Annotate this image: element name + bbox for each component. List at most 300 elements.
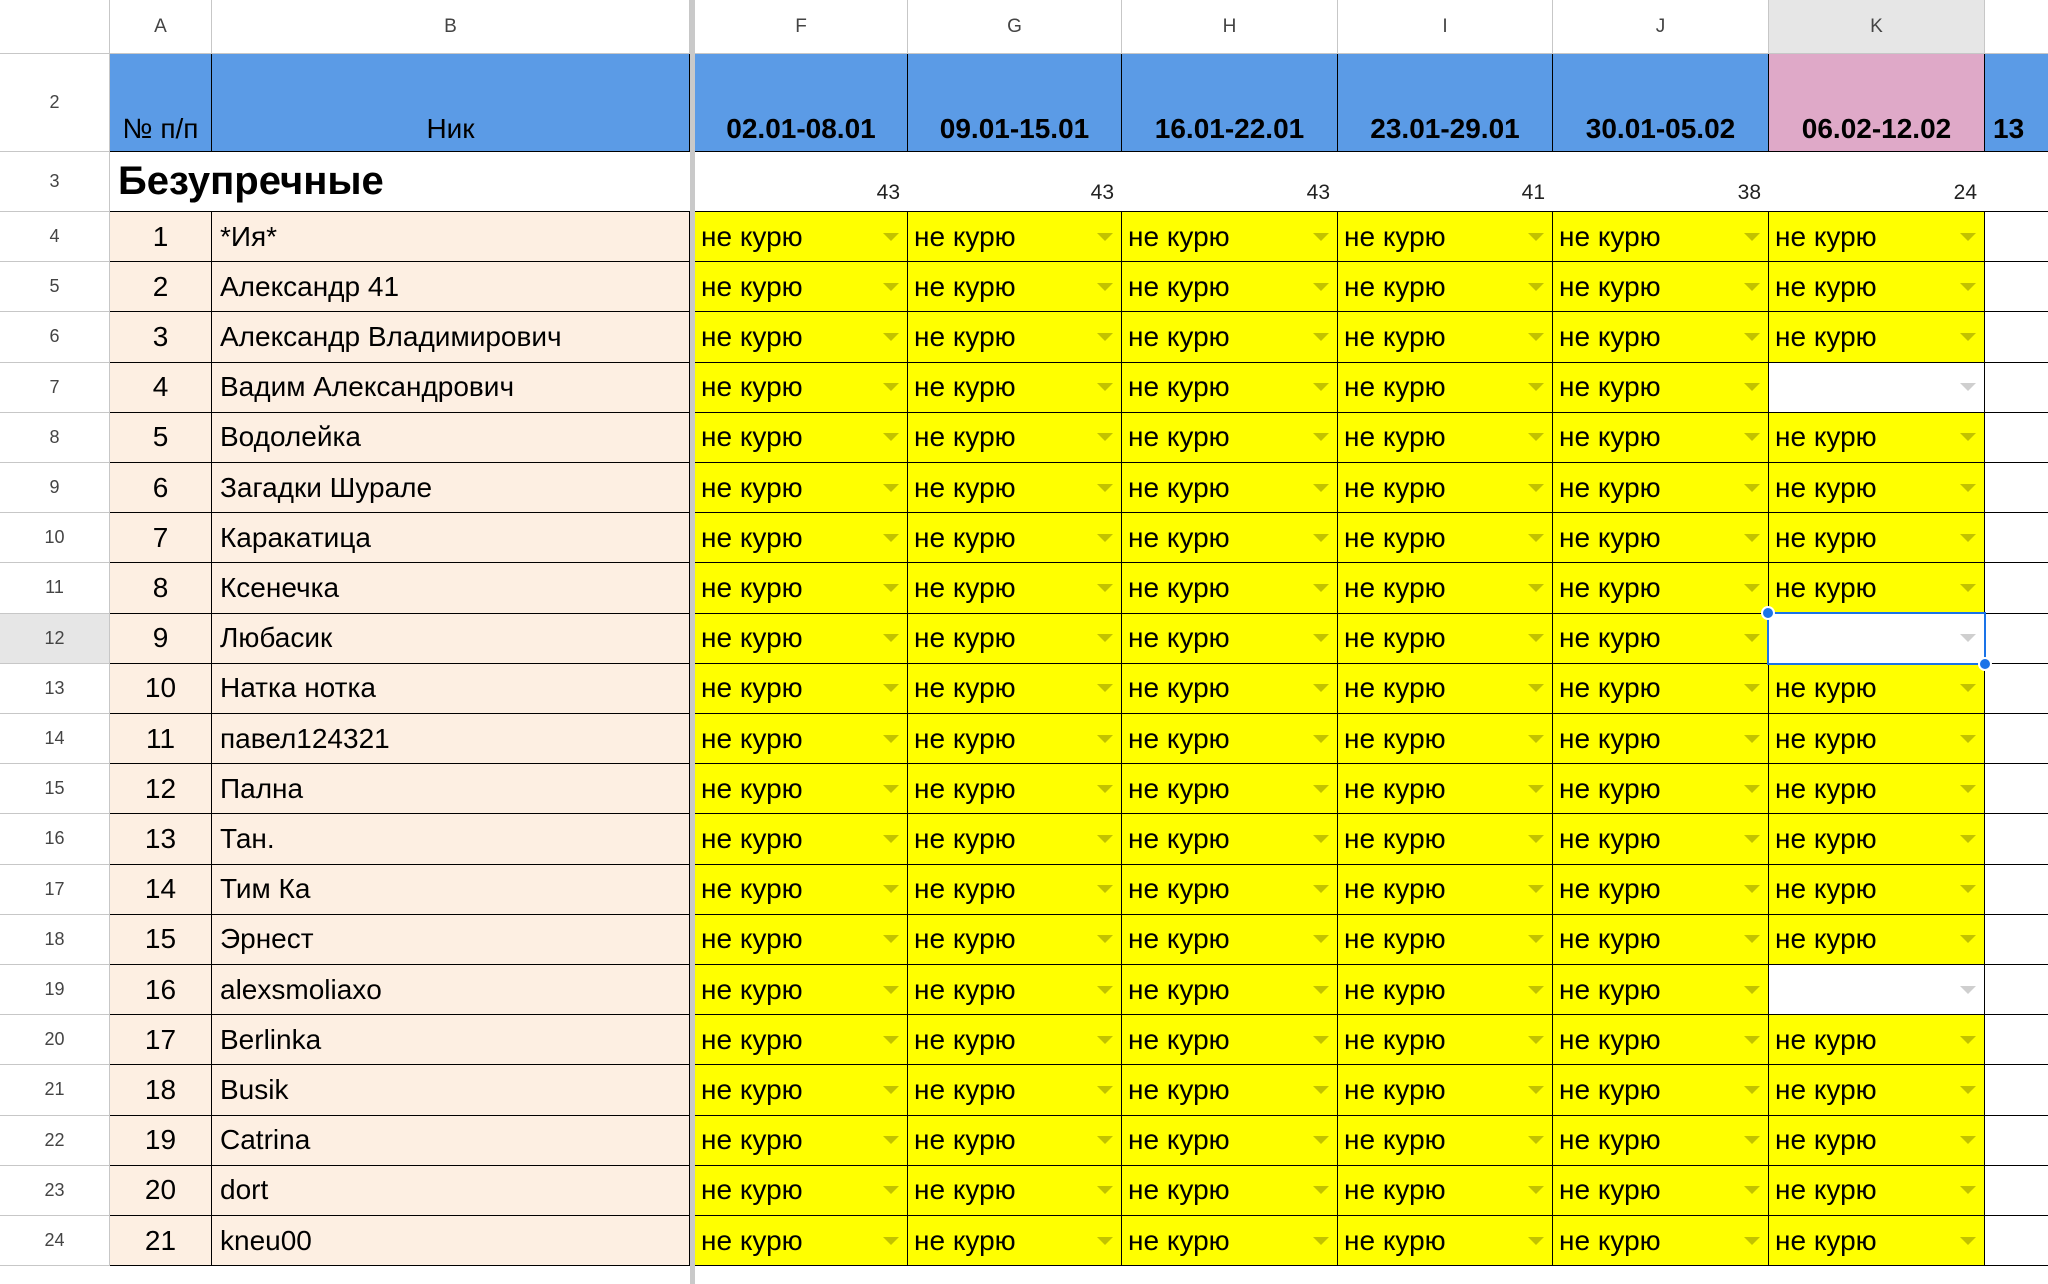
chevron-down-icon[interactable] (883, 534, 899, 542)
header-week-cell[interactable] (1769, 54, 1985, 152)
chevron-down-icon[interactable] (1097, 233, 1113, 241)
status-dropdown-cell[interactable] (1338, 764, 1553, 814)
column-header-i[interactable]: I (1338, 0, 1553, 54)
status-dropdown-cell[interactable] (1553, 262, 1769, 312)
chevron-down-icon[interactable] (1313, 1036, 1329, 1044)
nick-cell[interactable]: Busik (212, 1065, 690, 1115)
column-header-b[interactable]: B (212, 0, 690, 54)
row-header-9[interactable]: 9 (0, 463, 110, 513)
next-col-cell[interactable] (1985, 262, 2048, 312)
status-dropdown-cell[interactable] (908, 915, 1122, 965)
row-number[interactable]: 21 (110, 1216, 212, 1266)
section-title[interactable]: Безупречные (110, 152, 690, 212)
chevron-down-icon[interactable] (1097, 835, 1113, 843)
chevron-down-icon[interactable] (883, 684, 899, 692)
row-header-3[interactable]: 3 (0, 152, 110, 212)
nick-cell[interactable]: павел124321 (212, 714, 690, 764)
chevron-down-icon[interactable] (1528, 935, 1544, 943)
chevron-down-icon[interactable] (1313, 885, 1329, 893)
chevron-down-icon[interactable] (1528, 1086, 1544, 1094)
status-dropdown-cell[interactable] (1122, 463, 1338, 513)
week-total[interactable]: 43 (695, 152, 908, 212)
row-number[interactable]: 16 (110, 965, 212, 1015)
row-number[interactable]: 2 (110, 262, 212, 312)
next-col-cell[interactable] (1985, 814, 2048, 864)
column-header-h[interactable]: H (1122, 0, 1338, 54)
nick-cell[interactable]: Любасик (212, 614, 690, 664)
chevron-down-icon[interactable] (1528, 986, 1544, 994)
row-number[interactable]: 10 (110, 664, 212, 714)
select-all-corner[interactable] (0, 0, 110, 54)
chevron-down-icon[interactable] (1313, 1237, 1329, 1245)
chevron-down-icon[interactable] (1528, 735, 1544, 743)
chevron-down-icon[interactable] (1097, 1186, 1113, 1194)
status-dropdown-cell[interactable] (908, 1216, 1122, 1266)
nick-cell[interactable]: Александр 41 (212, 262, 690, 312)
status-dropdown-cell[interactable] (1338, 865, 1553, 915)
status-dropdown-cell[interactable] (695, 1166, 908, 1216)
chevron-down-icon[interactable] (883, 634, 899, 642)
chevron-down-icon[interactable] (1313, 383, 1329, 391)
next-col-cell[interactable] (1985, 1216, 2048, 1266)
chevron-down-icon[interactable] (1960, 1036, 1976, 1044)
chevron-down-icon[interactable] (883, 935, 899, 943)
chevron-down-icon[interactable] (1097, 484, 1113, 492)
status-dropdown-cell[interactable] (1769, 1065, 1985, 1115)
next-col-cell[interactable] (1985, 563, 2048, 613)
row-number[interactable]: 6 (110, 463, 212, 513)
row-header-19[interactable]: 19 (0, 965, 110, 1015)
status-dropdown-cell[interactable] (1338, 1216, 1553, 1266)
status-dropdown-cell[interactable] (1769, 513, 1985, 563)
chevron-down-icon[interactable] (1528, 634, 1544, 642)
status-dropdown-cell[interactable] (1769, 814, 1985, 864)
status-dropdown-cell[interactable] (908, 614, 1122, 664)
chevron-down-icon[interactable] (1097, 383, 1113, 391)
status-dropdown-cell[interactable] (1122, 614, 1338, 664)
status-dropdown-cell[interactable] (695, 513, 908, 563)
chevron-down-icon[interactable] (1528, 1186, 1544, 1194)
status-dropdown-cell[interactable] (908, 312, 1122, 362)
chevron-down-icon[interactable] (1960, 1136, 1976, 1144)
row-header-5[interactable]: 5 (0, 262, 110, 312)
chevron-down-icon[interactable] (1744, 1036, 1760, 1044)
chevron-down-icon[interactable] (883, 283, 899, 291)
status-dropdown-cell[interactable] (1553, 764, 1769, 814)
status-dropdown-cell[interactable] (695, 1216, 908, 1266)
status-dropdown-cell[interactable] (908, 664, 1122, 714)
next-col-cell[interactable] (1985, 865, 2048, 915)
status-dropdown-cell[interactable] (1769, 714, 1985, 764)
status-dropdown-cell[interactable] (1769, 865, 1985, 915)
status-dropdown-cell[interactable] (1553, 965, 1769, 1015)
status-dropdown-cell[interactable] (1553, 463, 1769, 513)
chevron-down-icon[interactable] (1960, 233, 1976, 241)
chevron-down-icon[interactable] (1744, 433, 1760, 441)
column-header-j[interactable]: J (1553, 0, 1769, 54)
status-dropdown-cell[interactable] (908, 714, 1122, 764)
chevron-down-icon[interactable] (1097, 1237, 1113, 1245)
chevron-down-icon[interactable] (1528, 433, 1544, 441)
status-dropdown-cell[interactable] (695, 865, 908, 915)
status-dropdown-cell[interactable] (1122, 664, 1338, 714)
chevron-down-icon[interactable] (883, 1036, 899, 1044)
chevron-down-icon[interactable] (1097, 735, 1113, 743)
chevron-down-icon[interactable] (1960, 986, 1976, 994)
chevron-down-icon[interactable] (1960, 835, 1976, 843)
chevron-down-icon[interactable] (1744, 584, 1760, 592)
status-dropdown-cell[interactable] (1769, 915, 1985, 965)
nick-cell[interactable]: kneu00 (212, 1216, 690, 1266)
status-dropdown-cell[interactable] (1338, 614, 1553, 664)
chevron-down-icon[interactable] (1313, 333, 1329, 341)
status-dropdown-cell[interactable] (1122, 865, 1338, 915)
status-dropdown-cell[interactable] (908, 1116, 1122, 1166)
chevron-down-icon[interactable] (1097, 584, 1113, 592)
row-header-13[interactable]: 13 (0, 664, 110, 714)
chevron-down-icon[interactable] (1528, 584, 1544, 592)
status-dropdown-cell[interactable] (1122, 513, 1338, 563)
row-number[interactable]: 17 (110, 1015, 212, 1065)
next-col-cell[interactable] (1985, 1015, 2048, 1065)
chevron-down-icon[interactable] (1313, 785, 1329, 793)
status-dropdown-cell[interactable] (908, 764, 1122, 814)
chevron-down-icon[interactable] (1313, 986, 1329, 994)
chevron-down-icon[interactable] (1313, 634, 1329, 642)
row-number[interactable]: 7 (110, 513, 212, 563)
chevron-down-icon[interactable] (1097, 634, 1113, 642)
status-dropdown-cell[interactable] (1338, 664, 1553, 714)
status-dropdown-cell[interactable] (1338, 1116, 1553, 1166)
chevron-down-icon[interactable] (1313, 584, 1329, 592)
chevron-down-icon[interactable] (1528, 885, 1544, 893)
next-col-cell[interactable] (1985, 764, 2048, 814)
row-header-22[interactable]: 22 (0, 1116, 110, 1166)
column-header-k[interactable]: K (1769, 0, 1985, 54)
next-col-cell[interactable] (1985, 1116, 2048, 1166)
status-dropdown-cell[interactable] (1338, 463, 1553, 513)
status-dropdown-cell[interactable] (1553, 614, 1769, 664)
row-number[interactable]: 12 (110, 764, 212, 814)
status-dropdown-cell[interactable] (1769, 463, 1985, 513)
chevron-down-icon[interactable] (883, 785, 899, 793)
status-dropdown-cell[interactable] (1338, 363, 1553, 413)
status-dropdown-cell[interactable] (1122, 1166, 1338, 1216)
next-col-cell[interactable] (1985, 614, 2048, 664)
chevron-down-icon[interactable] (1960, 885, 1976, 893)
next-col-cell[interactable] (1985, 714, 2048, 764)
nick-cell[interactable]: Александр Владимирович (212, 312, 690, 362)
status-dropdown-cell[interactable] (695, 1015, 908, 1065)
next-col-cell[interactable] (1985, 513, 2048, 563)
row-number[interactable]: 4 (110, 363, 212, 413)
chevron-down-icon[interactable] (1960, 935, 1976, 943)
status-dropdown-cell[interactable] (1553, 312, 1769, 362)
nick-cell[interactable]: Пална (212, 764, 690, 814)
chevron-down-icon[interactable] (1960, 433, 1976, 441)
next-col-cell[interactable] (1985, 463, 2048, 513)
next-col-cell[interactable] (1985, 1065, 2048, 1115)
status-dropdown-cell[interactable] (1769, 1216, 1985, 1266)
status-dropdown-cell[interactable] (908, 262, 1122, 312)
chevron-down-icon[interactable] (1313, 484, 1329, 492)
status-dropdown-cell[interactable] (1769, 664, 1985, 714)
chevron-down-icon[interactable] (1960, 484, 1976, 492)
status-dropdown-cell[interactable] (695, 714, 908, 764)
selection-handle-top-left[interactable] (1761, 606, 1775, 620)
row-header-4[interactable]: 4 (0, 212, 110, 262)
chevron-down-icon[interactable] (1960, 1186, 1976, 1194)
chevron-down-icon[interactable] (1744, 1237, 1760, 1245)
status-dropdown-cell[interactable] (695, 363, 908, 413)
row-header-2[interactable]: 2 (0, 54, 110, 152)
status-dropdown-cell[interactable] (1553, 363, 1769, 413)
chevron-down-icon[interactable] (883, 1086, 899, 1094)
row-number[interactable]: 13 (110, 814, 212, 864)
status-dropdown-cell[interactable] (695, 563, 908, 613)
status-dropdown-cell[interactable] (908, 865, 1122, 915)
nick-cell[interactable]: Водолейка (212, 413, 690, 463)
chevron-down-icon[interactable] (1744, 935, 1760, 943)
status-dropdown-cell[interactable] (1553, 1065, 1769, 1115)
status-dropdown-cell[interactable] (1769, 563, 1985, 613)
chevron-down-icon[interactable] (1528, 785, 1544, 793)
status-dropdown-cell[interactable] (1769, 312, 1985, 362)
chevron-down-icon[interactable] (1528, 383, 1544, 391)
chevron-down-icon[interactable] (883, 1136, 899, 1144)
status-dropdown-cell[interactable] (1338, 1065, 1553, 1115)
column-header-g[interactable]: G (908, 0, 1122, 54)
chevron-down-icon[interactable] (1744, 1186, 1760, 1194)
row-header-20[interactable]: 20 (0, 1015, 110, 1065)
status-dropdown-cell[interactable] (1122, 714, 1338, 764)
status-dropdown-cell[interactable] (695, 212, 908, 262)
chevron-down-icon[interactable] (1744, 835, 1760, 843)
row-header-6[interactable]: 6 (0, 312, 110, 362)
nick-cell[interactable]: Catrina (212, 1116, 690, 1166)
chevron-down-icon[interactable] (1528, 1036, 1544, 1044)
chevron-down-icon[interactable] (1313, 433, 1329, 441)
row-number[interactable]: 18 (110, 1065, 212, 1115)
status-dropdown-cell[interactable] (1553, 664, 1769, 714)
chevron-down-icon[interactable] (1097, 283, 1113, 291)
row-number[interactable]: 9 (110, 614, 212, 664)
column-header-a[interactable]: A (110, 0, 212, 54)
status-dropdown-cell[interactable] (1338, 312, 1553, 362)
chevron-down-icon[interactable] (1528, 233, 1544, 241)
chevron-down-icon[interactable] (1528, 684, 1544, 692)
status-dropdown-cell[interactable] (1338, 814, 1553, 864)
chevron-down-icon[interactable] (1960, 735, 1976, 743)
status-dropdown-cell[interactable] (1769, 1015, 1985, 1065)
chevron-down-icon[interactable] (1313, 534, 1329, 542)
row-header-16[interactable]: 16 (0, 814, 110, 864)
chevron-down-icon[interactable] (1528, 283, 1544, 291)
status-dropdown-cell[interactable] (1122, 965, 1338, 1015)
row-header-23[interactable]: 23 (0, 1166, 110, 1216)
week-total[interactable]: 24 (1769, 152, 1985, 212)
status-dropdown-cell[interactable] (695, 965, 908, 1015)
chevron-down-icon[interactable] (1528, 534, 1544, 542)
chevron-down-icon[interactable] (1528, 484, 1544, 492)
status-dropdown-cell[interactable] (1122, 363, 1338, 413)
chevron-down-icon[interactable] (1960, 534, 1976, 542)
status-dropdown-cell[interactable] (1338, 513, 1553, 563)
status-dropdown-cell[interactable] (908, 563, 1122, 613)
chevron-down-icon[interactable] (1744, 484, 1760, 492)
status-dropdown-cell[interactable] (695, 262, 908, 312)
status-dropdown-cell[interactable] (1338, 965, 1553, 1015)
chevron-down-icon[interactable] (1744, 684, 1760, 692)
chevron-down-icon[interactable] (1960, 383, 1976, 391)
status-dropdown-cell[interactable] (908, 1166, 1122, 1216)
chevron-down-icon[interactable] (1744, 534, 1760, 542)
status-dropdown-cell[interactable] (908, 814, 1122, 864)
next-col-cell[interactable] (1985, 413, 2048, 463)
chevron-down-icon[interactable] (1960, 283, 1976, 291)
chevron-down-icon[interactable] (1744, 1136, 1760, 1144)
status-dropdown-cell[interactable] (1553, 1116, 1769, 1166)
status-dropdown-cell[interactable] (1338, 563, 1553, 613)
status-dropdown-cell[interactable] (908, 413, 1122, 463)
chevron-down-icon[interactable] (1528, 1136, 1544, 1144)
chevron-down-icon[interactable] (1528, 1237, 1544, 1245)
nick-cell[interactable]: Berlinka (212, 1015, 690, 1065)
chevron-down-icon[interactable] (883, 735, 899, 743)
chevron-down-icon[interactable] (883, 383, 899, 391)
status-dropdown-cell[interactable] (1338, 915, 1553, 965)
chevron-down-icon[interactable] (1097, 986, 1113, 994)
week-total[interactable]: 41 (1338, 152, 1553, 212)
status-dropdown-cell[interactable] (1122, 563, 1338, 613)
status-dropdown-cell[interactable] (1122, 764, 1338, 814)
chevron-down-icon[interactable] (1313, 1086, 1329, 1094)
chevron-down-icon[interactable] (1097, 1086, 1113, 1094)
chevron-down-icon[interactable] (1097, 1036, 1113, 1044)
next-col-cell[interactable] (1985, 915, 2048, 965)
chevron-down-icon[interactable] (1097, 433, 1113, 441)
row-header-10[interactable]: 10 (0, 513, 110, 563)
nick-cell[interactable]: Вадим Александрович (212, 363, 690, 413)
header-week-cell[interactable] (695, 54, 908, 152)
status-dropdown-cell[interactable] (1122, 1116, 1338, 1166)
row-header-21[interactable]: 21 (0, 1065, 110, 1115)
status-dropdown-cell[interactable] (1122, 212, 1338, 262)
nick-cell[interactable]: Каракатица (212, 513, 690, 563)
chevron-down-icon[interactable] (883, 1186, 899, 1194)
status-dropdown-cell[interactable] (695, 664, 908, 714)
row-number[interactable]: 15 (110, 915, 212, 965)
status-dropdown-cell[interactable] (1338, 413, 1553, 463)
next-col-cell[interactable] (1985, 312, 2048, 362)
status-dropdown-cell[interactable] (908, 212, 1122, 262)
chevron-down-icon[interactable] (1097, 1136, 1113, 1144)
next-col-cell[interactable] (1985, 664, 2048, 714)
status-dropdown-cell[interactable] (1122, 413, 1338, 463)
nick-cell[interactable]: Эрнест (212, 915, 690, 965)
chevron-down-icon[interactable] (883, 484, 899, 492)
header-week-cell[interactable] (1553, 54, 1769, 152)
chevron-down-icon[interactable] (1744, 986, 1760, 994)
status-dropdown-cell[interactable] (1122, 312, 1338, 362)
week-total[interactable]: 38 (1553, 152, 1769, 212)
column-header-next[interactable] (1985, 0, 2048, 54)
chevron-down-icon[interactable] (883, 433, 899, 441)
status-dropdown-cell[interactable] (1338, 714, 1553, 764)
status-dropdown-cell[interactable] (695, 614, 908, 664)
selection-handle-bottom-right[interactable] (1978, 657, 1992, 671)
chevron-down-icon[interactable] (883, 835, 899, 843)
status-dropdown-cell[interactable] (695, 1065, 908, 1115)
header-week-cell[interactable] (1338, 54, 1553, 152)
chevron-down-icon[interactable] (883, 986, 899, 994)
row-header-12[interactable]: 12 (0, 614, 110, 664)
status-dropdown-cell[interactable] (1553, 714, 1769, 764)
row-number[interactable]: 11 (110, 714, 212, 764)
chevron-down-icon[interactable] (1097, 785, 1113, 793)
status-dropdown-cell[interactable] (1769, 413, 1985, 463)
row-header-24[interactable]: 24 (0, 1216, 110, 1266)
status-dropdown-cell[interactable] (1338, 262, 1553, 312)
chevron-down-icon[interactable] (1744, 233, 1760, 241)
week-total[interactable]: 43 (1122, 152, 1338, 212)
chevron-down-icon[interactable] (1097, 935, 1113, 943)
chevron-down-icon[interactable] (1313, 935, 1329, 943)
chevron-down-icon[interactable] (1313, 233, 1329, 241)
status-dropdown-cell[interactable] (908, 363, 1122, 413)
row-number[interactable]: 3 (110, 312, 212, 362)
status-dropdown-cell[interactable] (1553, 915, 1769, 965)
chevron-down-icon[interactable] (1744, 333, 1760, 341)
chevron-down-icon[interactable] (1313, 835, 1329, 843)
chevron-down-icon[interactable] (883, 1237, 899, 1245)
next-col-cell[interactable] (1985, 965, 2048, 1015)
status-dropdown-cell[interactable] (1338, 1015, 1553, 1065)
status-dropdown-cell[interactable] (1553, 212, 1769, 262)
nick-cell[interactable]: Тим Ка (212, 865, 690, 915)
status-dropdown-cell[interactable] (908, 1065, 1122, 1115)
nick-cell[interactable]: Загадки Шурале (212, 463, 690, 513)
chevron-down-icon[interactable] (1960, 584, 1976, 592)
row-header-15[interactable]: 15 (0, 764, 110, 814)
chevron-down-icon[interactable] (1313, 1186, 1329, 1194)
next-col-cell[interactable] (1985, 1166, 2048, 1216)
nick-cell[interactable]: *Ия* (212, 212, 690, 262)
status-dropdown-cell[interactable] (1553, 1166, 1769, 1216)
chevron-down-icon[interactable] (1528, 835, 1544, 843)
status-dropdown-cell[interactable] (908, 513, 1122, 563)
status-dropdown-cell[interactable] (695, 814, 908, 864)
chevron-down-icon[interactable] (883, 233, 899, 241)
row-number[interactable]: 8 (110, 563, 212, 613)
row-header-17[interactable]: 17 (0, 865, 110, 915)
chevron-down-icon[interactable] (1097, 684, 1113, 692)
status-dropdown-cell[interactable] (1769, 212, 1985, 262)
status-dropdown-cell[interactable] (1553, 814, 1769, 864)
status-dropdown-cell[interactable] (1769, 262, 1985, 312)
next-col-cell[interactable] (1985, 212, 2048, 262)
chevron-down-icon[interactable] (1960, 785, 1976, 793)
status-dropdown-cell[interactable] (695, 1116, 908, 1166)
status-dropdown-cell[interactable] (1769, 764, 1985, 814)
row-number[interactable]: 19 (110, 1116, 212, 1166)
row-header-14[interactable]: 14 (0, 714, 110, 764)
column-header-f[interactable]: F (695, 0, 908, 54)
status-dropdown-cell[interactable] (1553, 865, 1769, 915)
row-number[interactable]: 1 (110, 212, 212, 262)
row-header-7[interactable]: 7 (0, 363, 110, 413)
status-dropdown-cell[interactable] (908, 965, 1122, 1015)
